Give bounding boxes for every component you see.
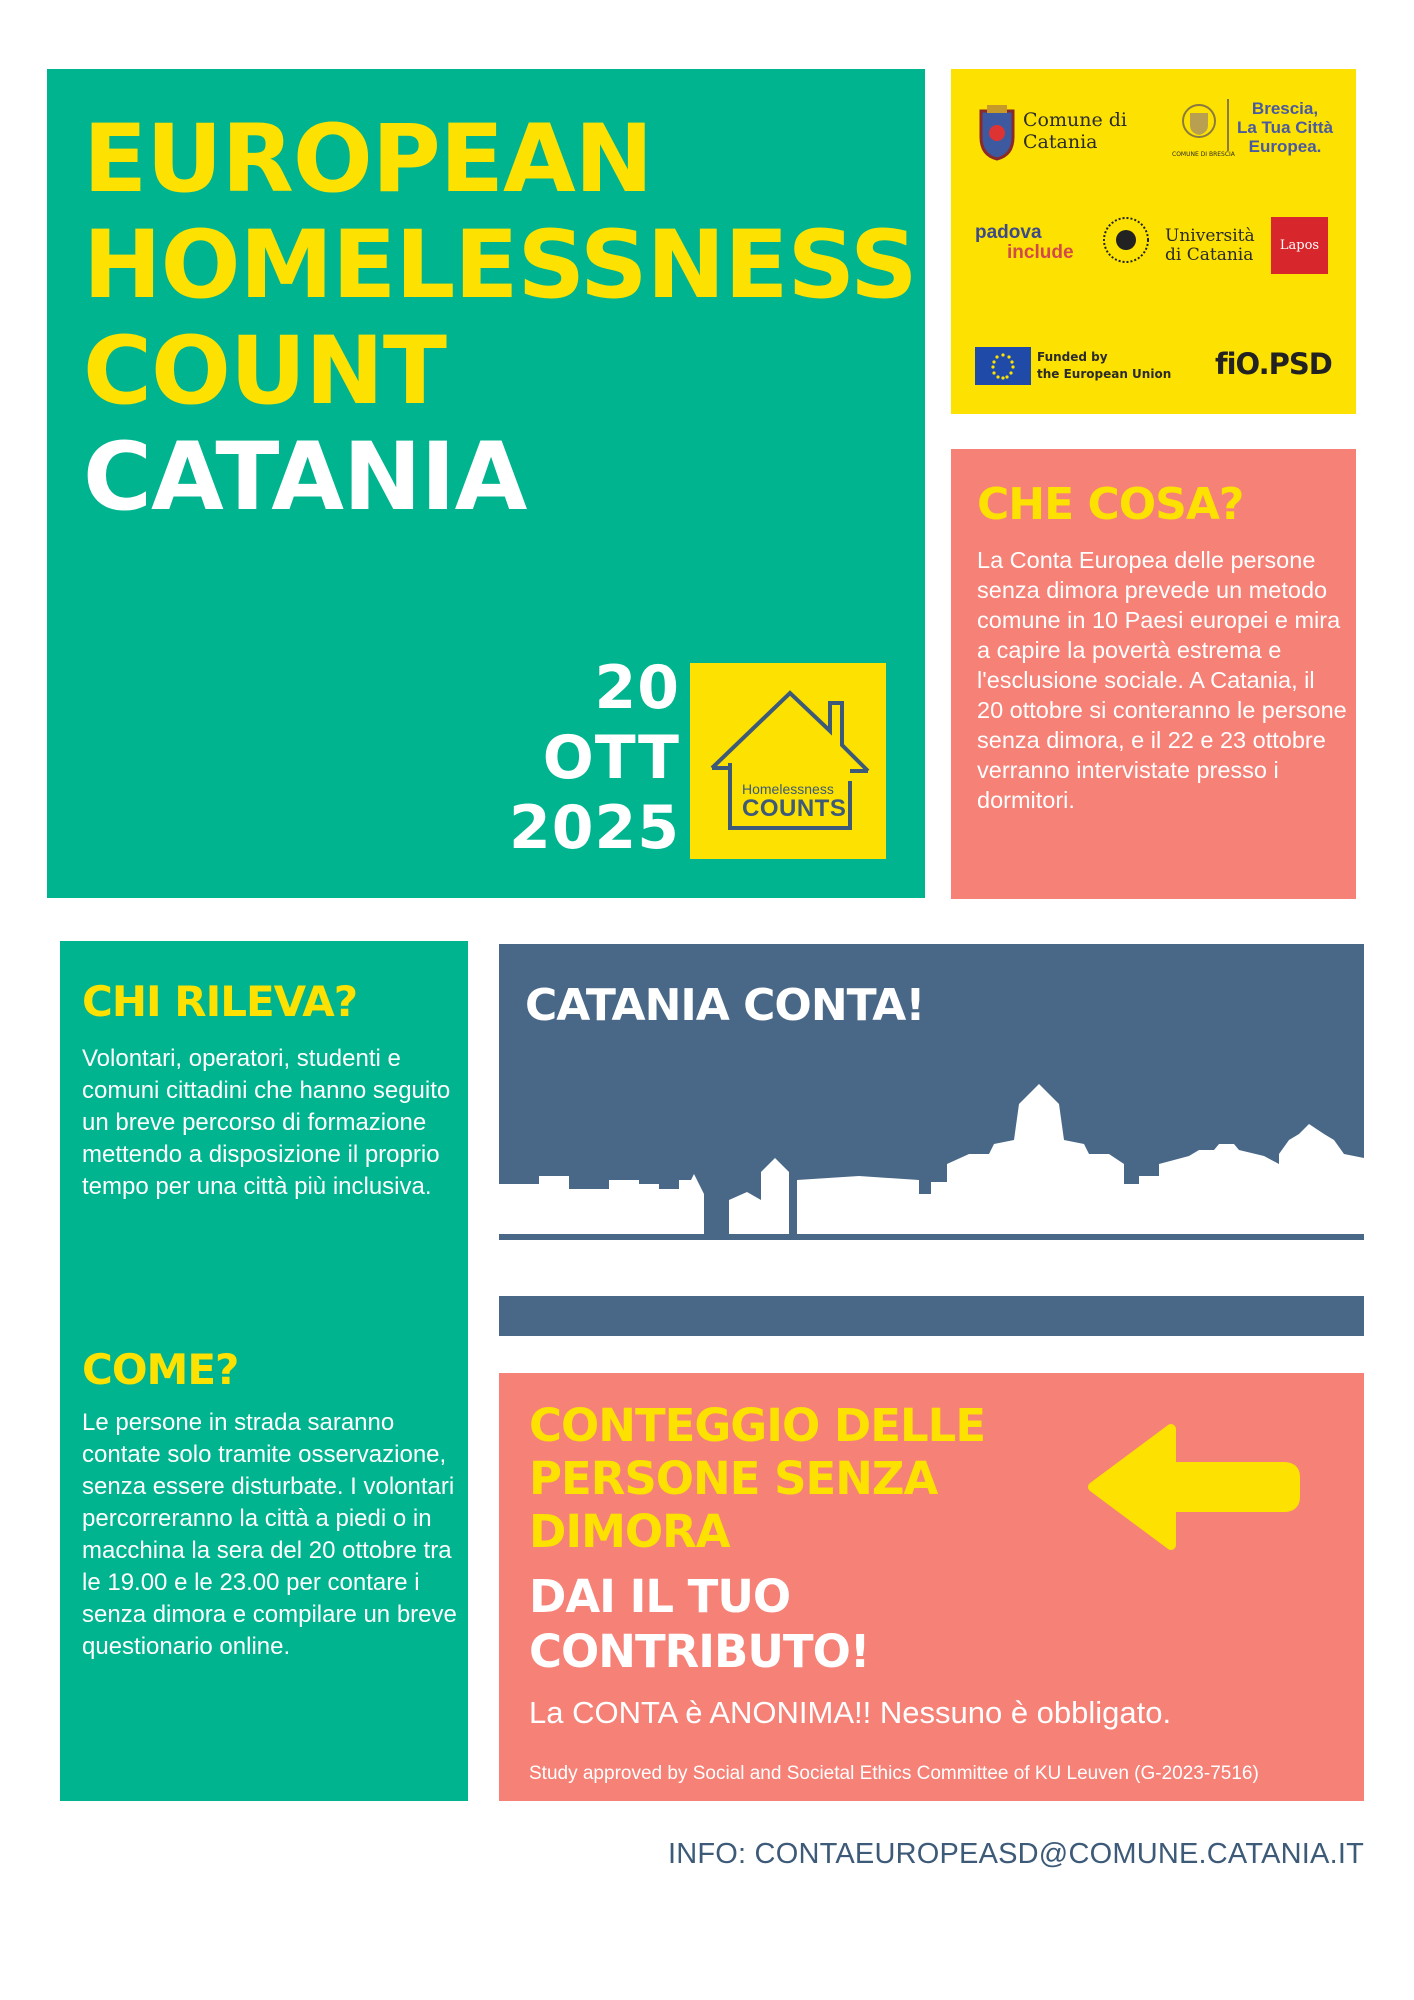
brescia-seal-text: COMUNE DI BRESCIA	[1172, 151, 1235, 158]
date-day: 20	[594, 653, 680, 723]
eu-funding-text	[1037, 349, 1171, 383]
logo-divider	[1227, 99, 1229, 151]
homelessness-counts-logo	[690, 663, 886, 859]
date-year: 2025	[509, 793, 680, 863]
brescia-line-2: La Tua Città	[1237, 118, 1334, 137]
title-line-3: COUNT	[83, 317, 447, 426]
chi-rileva-panel	[60, 941, 468, 1801]
logo-big-text: COUNTS	[742, 795, 847, 822]
lapos-logo: Lapos	[1271, 217, 1328, 274]
info-contact: INFO: CONTAEUROPEASD@COMUNE.CATANIA.IT	[667, 1838, 1364, 1870]
brescia-seal-icon	[1176, 99, 1222, 149]
conteggio-line-2: PERSONE SENZA	[529, 1452, 938, 1505]
unict-logo-text	[1165, 227, 1255, 265]
padova-include-logo	[975, 223, 1074, 263]
catania-line-1: Comune di	[1023, 109, 1127, 131]
hero-title	[83, 107, 917, 531]
brescia-line-3: Europea.	[1248, 137, 1322, 156]
catania-crest-icon	[977, 103, 1017, 161]
padova-line-1: padova	[975, 222, 1042, 243]
ethics-approval-note: Study approved by Social and Societal Ethics Committee of KU Leuven (G-2023-7516)	[529, 1763, 1259, 1784]
hero-panel	[47, 69, 925, 898]
come-text: Le persone in strada saranno contate solo tramite osservazione, senza essere disturbate. I volontari percorreranno la città a piedi o in macchina la sera del 20 ottobre tra le 19.00 e le 23.00 per contare i senza dimora e compilare un breve questionario online.	[82, 1409, 457, 1660]
catania-conta-heading: CATANIA CONTA!	[525, 980, 925, 1031]
event-date	[509, 653, 680, 863]
contributo-line-1: DAI IL TUO	[529, 1570, 791, 1623]
partner-logos-panel	[951, 69, 1356, 414]
eu-line-1: Funded by	[1037, 350, 1108, 364]
house-outline-icon	[690, 663, 886, 859]
che-cosa-heading: CHE COSA?	[977, 479, 1244, 530]
city-name: CATANIA	[83, 423, 527, 532]
fio-psd-logo: fiO.PSD	[1215, 347, 1332, 381]
chi-rileva-text: Volontari, operatori, studenti e comuni cittadini che hanno seguito un breve percorso di formazione mettendo a disposizione il proprio tempo per una città più inclusiva.	[82, 1045, 451, 1200]
title-line-2: HOMELESSNESS	[83, 211, 917, 320]
contributo-heading	[529, 1569, 869, 1679]
eu-flag-icon	[975, 347, 1031, 385]
che-cosa-panel	[951, 449, 1356, 899]
conteggio-panel	[499, 1373, 1364, 1801]
unict-line-1: Università	[1165, 226, 1255, 246]
unict-seal-icon	[1101, 215, 1151, 265]
chi-rileva-heading: CHI RILEVA?	[82, 977, 358, 1026]
eu-line-2: the European Union	[1037, 367, 1172, 381]
catania-logo-text	[1023, 109, 1127, 153]
unict-line-2: di Catania	[1165, 245, 1254, 265]
left-arrow-icon	[1079, 1407, 1309, 1567]
city-skyline-icon	[499, 944, 1364, 1336]
come-heading: COME?	[82, 1345, 239, 1394]
title-line-1: EUROPEAN	[83, 105, 653, 214]
anonymous-note: La CONTA è ANONIMA!! Nessuno è obbligato.	[529, 1695, 1172, 1730]
contributo-line-2: CONTRIBUTO!	[529, 1625, 870, 1678]
conteggio-line-1: CONTEGGIO DELLE	[529, 1399, 986, 1452]
catania-conta-panel	[499, 944, 1364, 1336]
catania-line-2: Catania	[1023, 131, 1098, 153]
brescia-line-1: Brescia,	[1251, 99, 1319, 118]
date-month: OTT	[542, 723, 680, 793]
conteggio-heading	[529, 1399, 985, 1558]
che-cosa-text: La Conta Europea delle persone senza dimora prevede un metodo comune in 10 Paesi europei e mira a capire la povertà estrema e l'esclusione sociale. A Catania, il 20 ottobre si conteranno le persone senza dimora, e il 22 e 23 ottobre verranno intervistate presso i dormitori.	[977, 547, 1347, 813]
brescia-logo-text	[1237, 99, 1333, 156]
padova-line-2: include	[1007, 242, 1074, 263]
conteggio-line-3: DIMORA	[529, 1505, 730, 1558]
logo-small-text: Homelessness	[742, 781, 834, 797]
